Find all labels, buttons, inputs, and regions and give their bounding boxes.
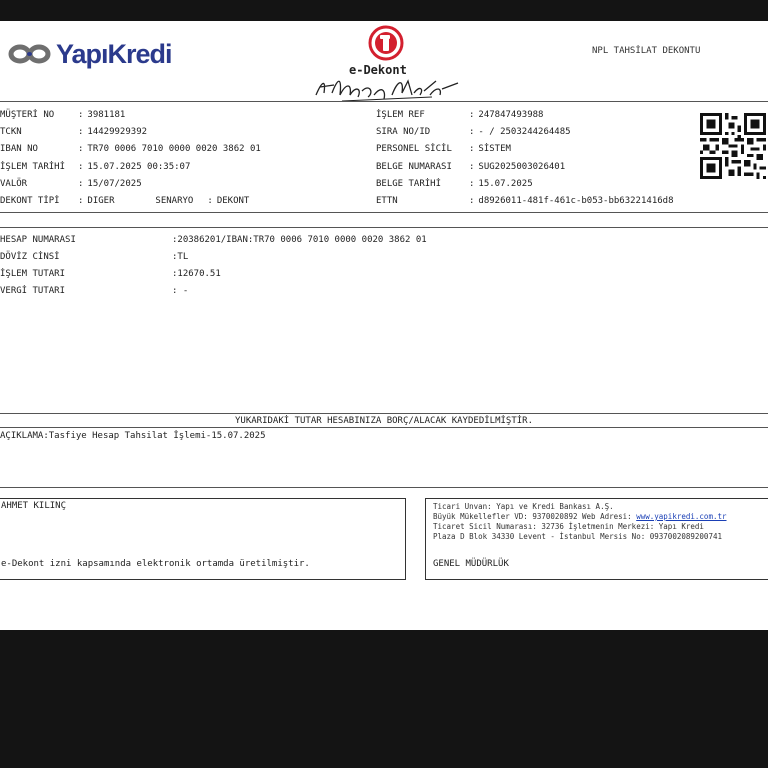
- bank-trade-registry: Ticaret Sicil Numarası: 32736 İşletmenin Merkezi: Yapı Kredi: [433, 522, 704, 531]
- posting-notice: YUKARIDAKİ TUTAR HESABINIZA BORÇ/ALACAK KAYDEDİLMİŞTİR.: [234, 416, 533, 426]
- signature-icon: [312, 71, 462, 105]
- info-row-value-date: VALÖR : 15/07/2025: [0, 179, 142, 189]
- account-row-tax: VERGİ TUTARI : -: [0, 286, 189, 296]
- section-divider-top: [0, 212, 768, 213]
- section-divider-bottom: [0, 227, 768, 228]
- info-row-transaction-date: İŞLEM TARİHİ : 15.07.2025 00:35:07: [0, 162, 191, 172]
- bank-website-link[interactable]: www.yapikredi.com.tr: [636, 512, 727, 521]
- notice-divider-bottom: [0, 427, 768, 428]
- account-row-amount: İŞLEM TUTARI :12670.51: [0, 269, 221, 279]
- customer-box: [0, 498, 406, 580]
- info-row-document-date: BELGE TARİHİ : 15.07.2025: [376, 179, 533, 189]
- bank-logo-text: YapıKredi: [56, 38, 172, 69]
- gib-emblem-icon: [368, 25, 404, 61]
- info-row-receipt-type: DEKONT TİPİ : DIGER SENARYO : DEKONT: [0, 196, 250, 206]
- bank-info-box: [425, 498, 768, 580]
- account-row-currency: DÖVİZ CİNSİ :TL: [0, 252, 189, 262]
- customer-name: AHMET KILINÇ: [1, 501, 67, 511]
- document-title: NPL TAHSİLAT DEKONTU: [592, 46, 701, 56]
- description-divider: [0, 487, 768, 488]
- bank-address: Plaza D Blok 34330 Levent - İstanbul Mersis No: 0937002089200741: [433, 532, 722, 541]
- account-row-account-number: HESAP NUMARASI :20386201/IBAN:TR70 0006 7010 0000 0020 3862 01: [0, 235, 427, 245]
- bank-logo: [8, 39, 172, 69]
- header-divider: [0, 101, 768, 102]
- info-row-personnel: PERSONEL SİCİL : SİSTEM: [376, 144, 511, 154]
- info-row-iban: IBAN NO : TR70 0006 7010 0000 0020 3862 01: [0, 144, 261, 154]
- info-row-customer-no: MÜŞTERİ NO : 3981181: [0, 110, 126, 120]
- info-row-transaction-ref: İŞLEM REF : 247847493988: [376, 110, 544, 120]
- bank-trade-name: Ticari Unvan: Yapı ve Kredi Bankası A.Ş.: [433, 502, 614, 511]
- info-row-ettn: ETTN : d8926011-481f-461c-b053-bb63221416d8: [376, 196, 674, 206]
- customer-box-footer: e-Dekont izni kapsamında elektronik ortamda üretilmiştir.: [1, 559, 310, 569]
- info-row-tckn: TCKN : 14429929392: [0, 127, 148, 137]
- qr-code-icon: [700, 113, 766, 179]
- description-text: AÇIKLAMA:Tasfiye Hesap Tahsilat İşlemi-15.07.2025: [0, 431, 266, 441]
- bank-tax-office: Büyük Mükellefler VD: 9370020892 Web Adresi: www.yapikredi.com.tr: [433, 512, 727, 521]
- edekont-label: e-Dekont: [349, 63, 407, 77]
- info-row-sequence-no: SIRA NO/ID : - / 2503244264485: [376, 127, 571, 137]
- notice-divider-top: [0, 413, 768, 414]
- info-row-document-no: BELGE NUMARASI : SUG2025003026401: [376, 162, 566, 172]
- bank-signer: GENEL MÜDÜRLÜK: [433, 559, 509, 569]
- receipt-page: [0, 21, 768, 630]
- yapikredi-logo-icon: [8, 42, 52, 66]
